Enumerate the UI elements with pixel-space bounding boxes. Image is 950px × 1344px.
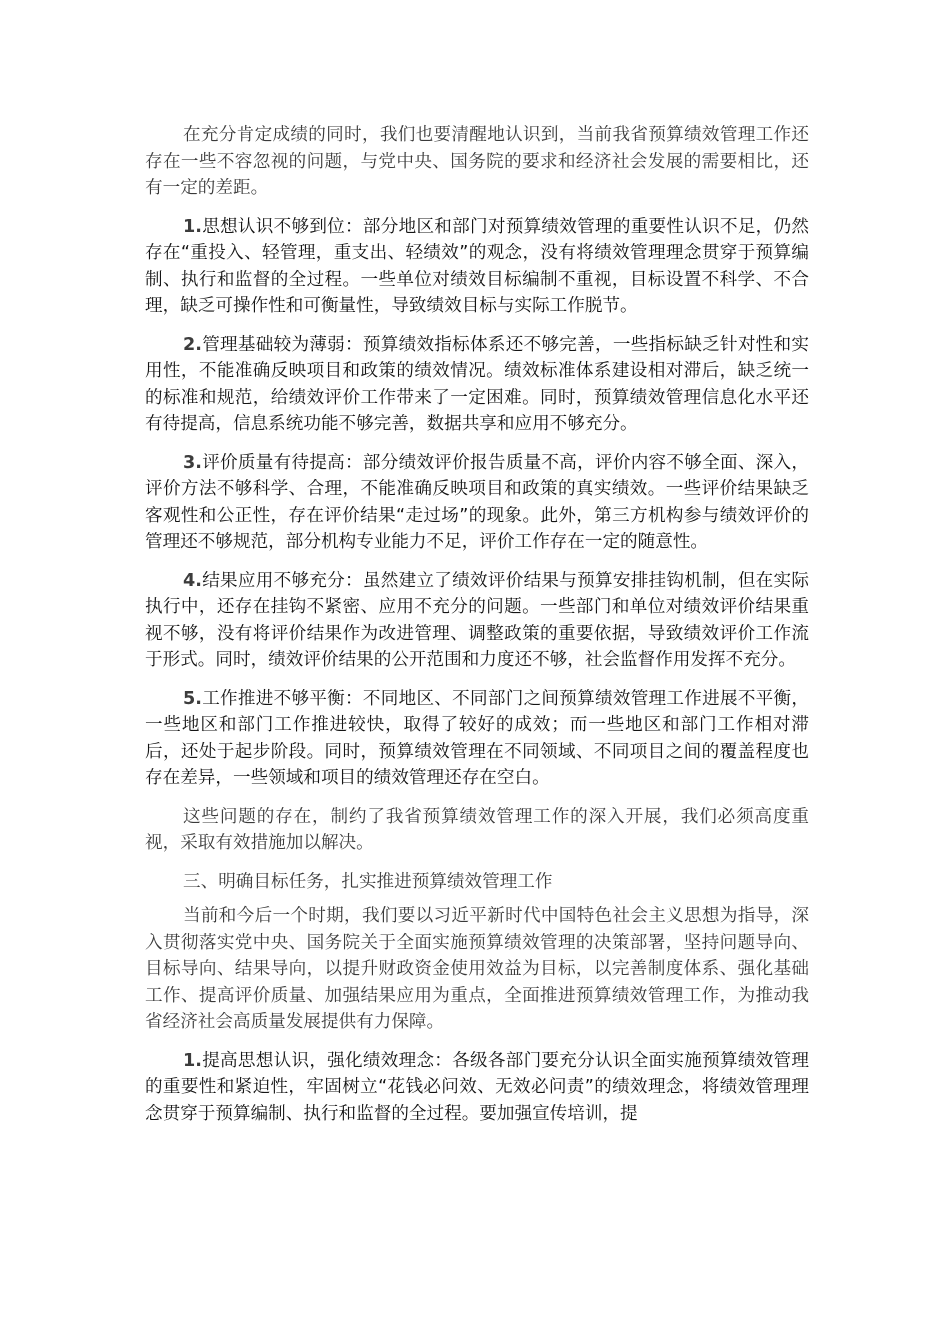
- section-heading: [145, 869, 809, 896]
- issue-item-1: [145, 214, 809, 320]
- item-number: 4.: [183, 570, 202, 591]
- paragraph-text: 当前和今后一个时期，我们要以习近平新时代中国特色社会主义思想为指导，深入贯彻落实党中央、国务院关于全面实施预算绩效管理的决策部署，坚持问题导向、目标导向、结果导向，以提升财政资金使用效益为目标，以完善制度体系、强化基础工作、提高评价质量、加强结果应用为重点，全面推进预算绩效管理工作，为推动我省经济社会高质量发展提供有力保障。: [145, 906, 809, 1032]
- paragraph-text: 这些问题的存在，制约了我省预算绩效管理工作的深入开展，我们必须高度重视，采取有效措施加以解决。: [145, 806, 809, 853]
- task-item-1: [145, 1048, 809, 1128]
- paragraph-text: 评价质量有待提高：部分绩效评价报告质量不高，评价内容不够全面、深入，评价方法不够科学、合理，不能准确反映项目和政策的真实绩效。一些评价结果缺乏客观性和公正性，存在评价结果“走过场”的现象。此外，第三方机构参与绩效评价的管理还不够规范，部分机构专业能力不足，评价工作存在一定的随意性。: [145, 452, 809, 552]
- paragraph-text: 提高思想认识，强化绩效理念：各级各部门要充分认识全面实施预算绩效管理的重要性和紧迫性，牢固树立“花钱必问效、无效必问责”的绩效理念，将绩效管理理念贯穿于预算编制、执行和监督的全过程。要加强宣传培训，提: [145, 1050, 809, 1124]
- section-intro-paragraph: [145, 903, 809, 1036]
- issue-item-2: [145, 332, 809, 438]
- issue-item-3: [145, 450, 809, 556]
- paragraph-text: 思想认识不够到位：部分地区和部门对预算绩效管理的重要性认识不足，仍然存在“重投入、轻管理，重支出、轻绩效”的观念，没有将绩效管理理念贯穿于预算编制、执行和监督的全过程。一些单位对绩效目标编制不重视，目标设置不科学、不合理，缺乏可操作性和可衡量性，导致绩效目标与实际工作脱节。: [145, 216, 809, 316]
- paragraph-text: 管理基础较为薄弱：预算绩效指标体系还不够完善，一些指标缺乏针对性和实用性，不能准确反映项目和政策的绩效情况。绩效标准体系建设相对滞后，缺乏统一的标准和规范，给绩效评价工作带来了一定困难。同时，预算绩效管理信息化水平还有待提高，信息系统功能不够完善，数据共享和应用不够充分。: [145, 334, 809, 434]
- section-heading-text: 三、明确目标任务，扎实推进预算绩效管理工作: [183, 871, 553, 892]
- conclusion-paragraph: [145, 804, 809, 857]
- item-number: 1.: [183, 1050, 202, 1071]
- item-number: 1.: [183, 216, 202, 237]
- paragraph-text: 工作推进不够平衡：不同地区、不同部门之间预算绩效管理工作进展不平衡，一些地区和部门工作推进较快，取得了较好的成效；而一些地区和部门工作相对滞后，还处于起步阶段。同时，预算绩效管理在不同领域、不同项目之间的覆盖程度也存在差异，一些领域和项目的绩效管理还存在空白。: [145, 688, 809, 788]
- item-number: 5.: [183, 688, 202, 709]
- document-page: [145, 122, 809, 1127]
- issue-item-5: [145, 686, 809, 792]
- intro-paragraph: [145, 122, 809, 202]
- item-number: 2.: [183, 334, 202, 355]
- issue-item-4: [145, 568, 809, 674]
- paragraph-text: 结果应用不够充分：虽然建立了绩效评价结果与预算安排挂钩机制，但在实际执行中，还存在挂钩不紧密、应用不充分的问题。一些部门和单位对绩效评价结果重视不够，没有将评价结果作为改进管理、调整政策的重要依据，导致绩效评价工作流于形式。同时，绩效评价结果的公开范围和力度还不够，社会监督作用发挥不充分。: [145, 570, 809, 670]
- item-number: 3.: [183, 452, 202, 473]
- paragraph-text: 在充分肯定成绩的同时，我们也要清醒地认识到，当前我省预算绩效管理工作还存在一些不容忽视的问题，与党中央、国务院的要求和经济社会发展的需要相比，还有一定的差距。: [145, 125, 809, 198]
